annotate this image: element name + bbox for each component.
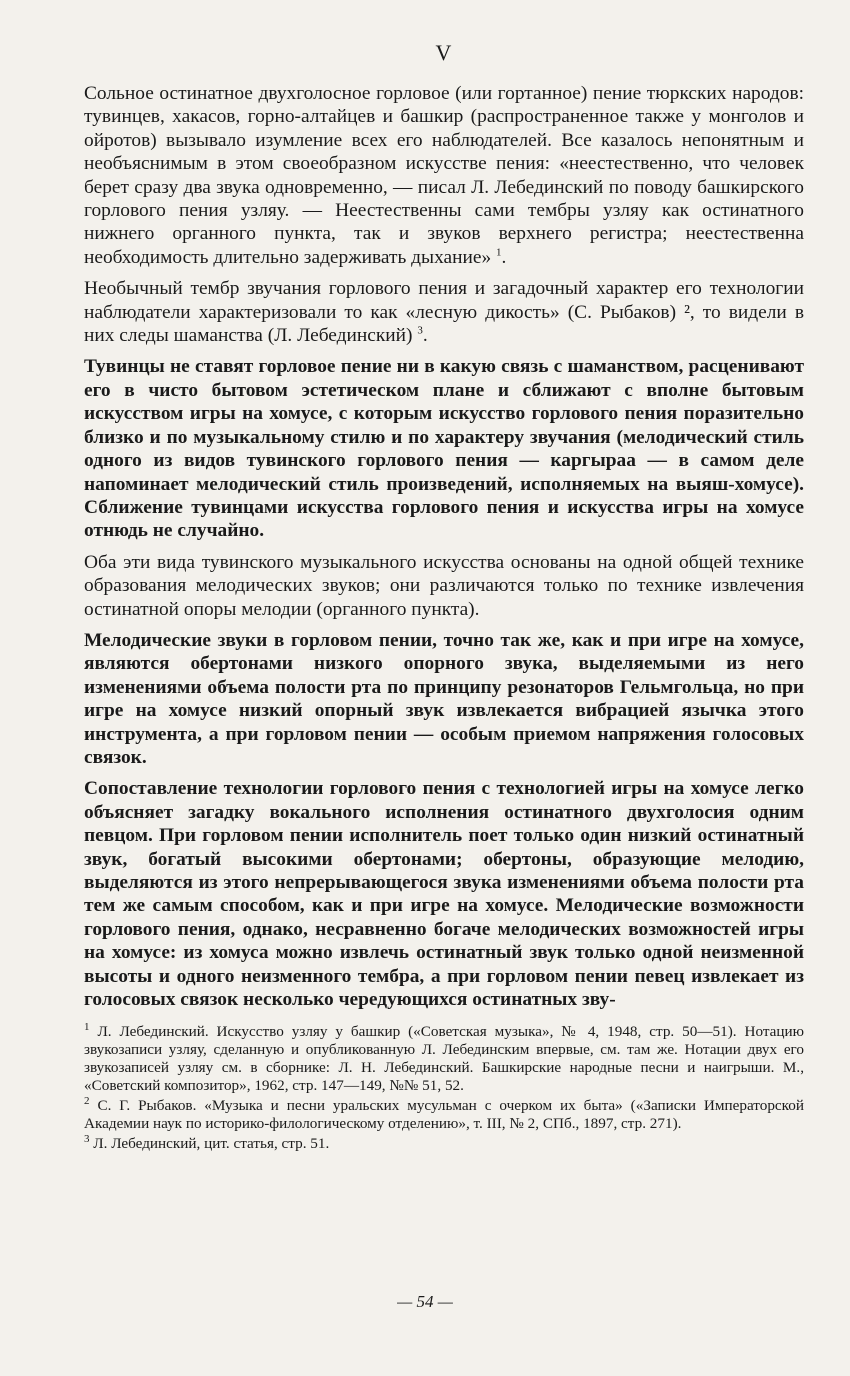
paragraph: Сольное остинатное двухголосное горловое (или гортанное) пение тюркских народов: тувинцев, хакасов, горно-алтайцев и башкир (распространенное также у монголов и ойротов) вызывало изумление всех его наблюдателей. Все казалось непонятным и необъяснимым в этом своеобразном искусстве пения: «неестественно, что человек берет сразу два звука одновременно, — писал Л. Лебединский по поводу башкирского горлового пения узляу. — Неестественны сами тембры узляу как остинатного нижнего органного пункта, так и звуков верхнего регистра; неестественна необходимость длительно задерживать дыхание» $^1$. [84,83,804,268]
footnotes [84,1023,804,1153]
paragraph: Тувинцы не ставят горловое пение ни в какую связь с шаманством, расценивают его в чисто бытовом эстетическом плане и сближают с вполне бытовым искусством игры на хомусе, с которым искусство горлового пения поразительно близко и по музыкальному стилю и по характеру звучания (мелодический стиль одного из видов тувинского горлового пения — каргыраа — в самом деле напоминает мелодический стиль произведений, исполняемых на выяш-хомусе). Сближение тувинцами искусства горлового пения и искусства игры на хомусе отнюдь не случайно. [84,356,804,542]
page-body [84,40,804,1155]
footnote: $^2$ С. Г. Рыбаков. «Музыка и песни уральских мусульман с очерком их быта» («Записки Императорской Академии наук по историко-филологическому отделению», т. III, № 2, СПб., 1897, стр. 271). [84,1095,804,1133]
paragraph: Мелодические звуки в горловом пении, точно так же, как и при игре на хомусе, являются обертонами низкого опорного звука, выделяемыми из него изменениями объема полости рта по принципу резонаторов Гельмгольца, но при игре на хомусе низкий опорный звук извлекается вибрацией язычка этого инструмента, а при горловом пении — особым приемом напряжения голосовых связок. [84,629,804,768]
paragraph: Сопоставление технологии горлового пения с технологией игры на хомусе легко объясняет загадку вокального исполнения остинатного двухголосия одним певцом. При горловом пении исполнитель поет только один низкий остинатный звук, богатый высокими обертонами; обертоны, образующие мелодию, выделяются из этого непрерывающегося звука изменениями объема полости рта тем же самым способом, как и при игре на хомусе. Мелодические возможности горлового пения, однако, несравненно богаче мелодических возможностей игры на хомусе: из хомуса можно извлечь остинатный звук только одной неизменной высоты и одного неизменного тембра, а при горловом пении певец извлекает из голосовых связок несколько чередующихся остинатных зву- [84,778,804,1011]
footnote: $^3$ Л. Лебединский, цит. статья, стр. 51. [84,1133,330,1153]
chapter-heading: V [435,40,453,65]
page-number: — 54 — [397,1292,453,1311]
paragraph: Оба эти вида тувинского музыкального искусства основаны на одной общей технике образования мелодических звуков; они различаются только по технике извлечения остинатной опоры мелодии (органного пункта). [84,551,804,620]
paragraph: Необычный тембр звучания горлового пения и загадочный характер его технологии наблюдатели характеризовали то как «лесную дикость» (С. Рыбаков) ², то видели в них следы шаманства (Л. Лебединский) $^3$. [84,278,804,347]
footnote: $^1$ Л. Лебединский. Искусство узляу у башкир («Советская музыка», № 4, 1948, стр. 50—51). Нотацию звукозаписи узляу, сделанную и опубликованную Л. Лебединским впервые, см. там же. Нотации двух его звукозаписей узляу см. в сборнике: Л. Н. Лебединский. Башкирские народные песни и наигрыши. М., «Советский композитор», 1962, стр. 147—149, №№ 51, 52. [84,1021,805,1095]
